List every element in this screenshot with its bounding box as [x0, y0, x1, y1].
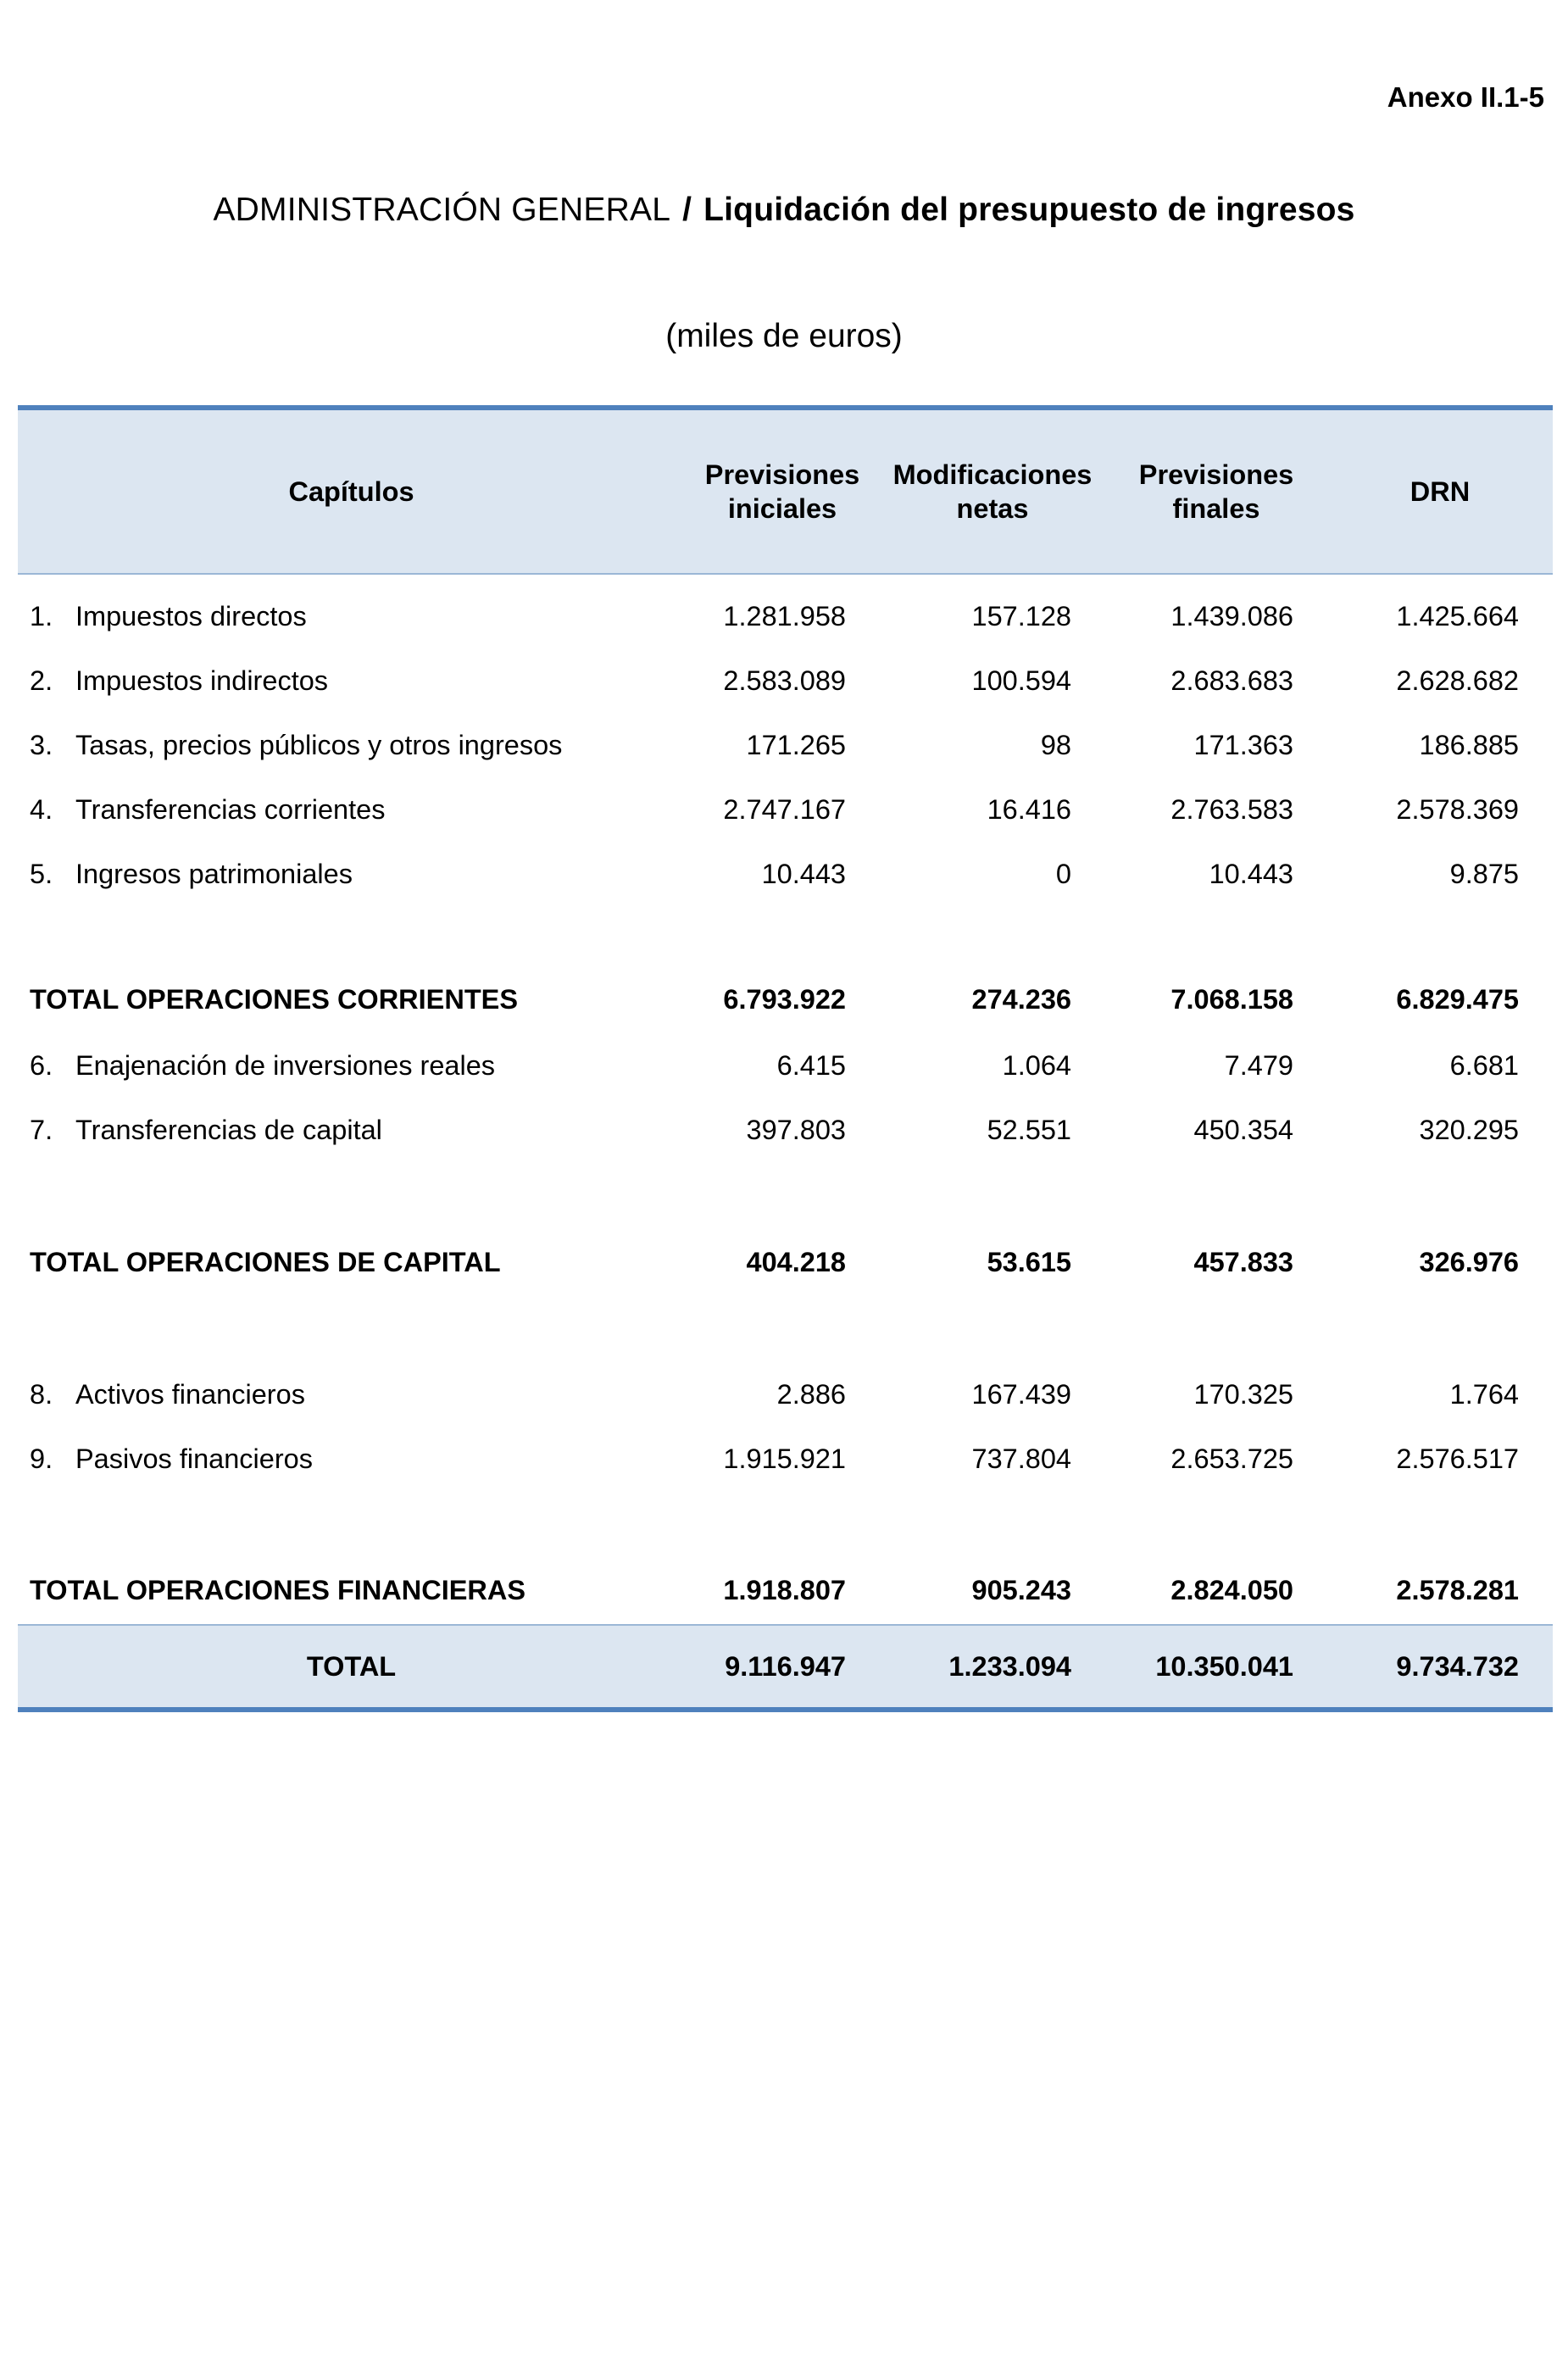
cell-drn: 1.764	[1449, 1378, 1519, 1410]
row-label	[18, 777, 685, 842]
title-entity: ADMINISTRACIÓN GENERAL	[213, 192, 671, 228]
cell-modificaciones-netas: 52.551	[987, 1114, 1071, 1145]
cell-drn: 2.578.281	[1396, 1575, 1519, 1605]
row-index: 4.	[30, 793, 53, 825]
grand-total-row	[18, 1625, 1553, 1710]
cell-previsiones-finales: 2.653.725	[1170, 1443, 1293, 1474]
row-index: 5.	[30, 858, 53, 889]
row-label: TOTAL OPERACIONES CORRIENTES	[30, 983, 519, 1015]
cell-drn: 2.576.517	[1396, 1443, 1519, 1474]
row-index: 6.	[30, 1049, 53, 1081]
row-text: Impuestos indirectos	[75, 665, 329, 696]
col-header-line: Modificaciones	[892, 459, 1093, 490]
cell-modificaciones-netas: 53.615	[987, 1246, 1071, 1277]
col-header-line: Previsiones	[704, 459, 860, 490]
row-text: Pasivos financieros	[75, 1443, 313, 1474]
col-header-line: iniciales	[727, 493, 837, 524]
row-index: 9.	[30, 1443, 53, 1474]
revenue-budget-table	[18, 405, 1553, 1712]
cell-previsiones-iniciales: 6.793.922	[723, 983, 846, 1015]
cell-previsiones-finales: 10.443	[1209, 858, 1293, 889]
cell-drn: 2.628.682	[1396, 665, 1519, 696]
cell-previsiones-finales: 7.479	[1224, 1049, 1293, 1081]
cell-modificaciones-netas: 274.236	[971, 983, 1071, 1015]
cell-previsiones-finales: 2.824.050	[1170, 1575, 1293, 1605]
cell-drn: 326.976	[1419, 1246, 1519, 1277]
subtotal-row-capital	[18, 1228, 1553, 1296]
cell-previsiones-iniciales: 1.915.921	[723, 1443, 846, 1474]
cell-modificaciones-netas: 16.416	[987, 793, 1071, 825]
cell-previsiones-iniciales: 6.415	[776, 1049, 846, 1081]
cell-modificaciones-netas: 1.064	[1002, 1049, 1071, 1081]
cell-previsiones-finales: 10.350.041	[1105, 1625, 1327, 1710]
row-text: Enajenación de inversiones reales	[75, 1049, 496, 1081]
row-label: TOTAL OPERACIONES DE CAPITAL	[30, 1246, 501, 1277]
title-subject: Liquidación del presupuesto de ingresos	[703, 192, 1355, 228]
cell-drn: 6.829.475	[1396, 983, 1519, 1015]
cell-modificaciones-netas: 737.804	[971, 1443, 1071, 1474]
col-header-drn: DRN	[1327, 408, 1553, 574]
table-row	[18, 713, 1553, 777]
spacer-row	[18, 1162, 1553, 1228]
row-label	[18, 1427, 685, 1491]
cell-previsiones-iniciales: 171.265	[746, 729, 846, 760]
cell-drn: 6.681	[1449, 1049, 1519, 1081]
cell-previsiones-finales: 170.325	[1193, 1378, 1293, 1410]
row-text: Activos financieros	[75, 1378, 305, 1410]
cell-modificaciones-netas: 157.128	[971, 600, 1071, 631]
cell-previsiones-finales: 450.354	[1193, 1114, 1293, 1145]
row-index: 2.	[30, 665, 53, 696]
row-label	[18, 584, 685, 648]
row-label	[18, 713, 685, 777]
col-header-line: netas	[956, 493, 1029, 524]
row-text: Transferencias de capital	[75, 1114, 382, 1145]
col-header-line: finales	[1172, 493, 1260, 524]
row-label	[18, 1033, 685, 1098]
spacer-row	[18, 1491, 1553, 1557]
subtotal-row-corrientes	[18, 965, 1553, 1033]
cell-drn: 2.578.369	[1396, 793, 1519, 825]
page-title	[0, 192, 1568, 229]
col-header-line: Previsiones	[1138, 459, 1294, 490]
row-text: Ingresos patrimoniales	[75, 858, 353, 889]
units-caption: (miles de euros)	[665, 318, 903, 354]
cell-drn: 1.425.664	[1396, 600, 1519, 631]
row-index: 7.	[30, 1114, 53, 1145]
row-index: 3.	[30, 729, 53, 760]
table-row	[18, 648, 1553, 713]
title-separator: /	[682, 192, 692, 228]
table-row	[18, 1033, 1553, 1098]
table-row	[18, 777, 1553, 842]
cell-previsiones-iniciales: 2.583.089	[723, 665, 846, 696]
cell-previsiones-iniciales: 1.918.807	[723, 1575, 846, 1605]
cell-modificaciones-netas: 167.439	[971, 1378, 1071, 1410]
row-index: 8.	[30, 1378, 53, 1410]
cell-modificaciones-netas: 905.243	[971, 1575, 1071, 1605]
cell-modificaciones-netas: 0	[1055, 858, 1071, 889]
row-label	[18, 1098, 685, 1162]
row-text: Tasas, precios públicos y otros ingresos	[75, 729, 563, 760]
cell-drn: 320.295	[1419, 1114, 1519, 1145]
cell-previsiones-iniciales: 2.886	[776, 1378, 846, 1410]
spacer-row	[18, 1296, 1553, 1362]
table-row	[18, 1362, 1553, 1427]
col-header-previsiones-iniciales	[685, 408, 880, 574]
row-label	[18, 1362, 685, 1427]
row-text: Impuestos directos	[75, 600, 307, 631]
cell-previsiones-finales: 171.363	[1193, 729, 1293, 760]
cell-previsiones-iniciales: 2.747.167	[723, 793, 846, 825]
subtotal-row-financieras	[18, 1557, 1553, 1625]
col-header-modificaciones-netas	[880, 408, 1105, 574]
table-row	[18, 1098, 1553, 1162]
table-row	[18, 842, 1553, 906]
spacer-row	[18, 574, 1553, 584]
row-label	[18, 648, 685, 713]
col-header-previsiones-finales	[1105, 408, 1327, 574]
table-row	[18, 584, 1553, 648]
table-row	[18, 1427, 1553, 1491]
annex-number: Anexo II.1-5	[1387, 81, 1544, 113]
cell-drn: 9.875	[1449, 858, 1519, 889]
cell-previsiones-iniciales: 1.281.958	[723, 600, 846, 631]
row-label: TOTAL OPERACIONES FINANCIERAS	[30, 1575, 526, 1605]
cell-previsiones-iniciales: 9.116.947	[685, 1625, 880, 1710]
cell-modificaciones-netas: 1.233.094	[880, 1625, 1105, 1710]
row-index: 1.	[30, 600, 53, 631]
cell-previsiones-finales: 2.763.583	[1170, 793, 1293, 825]
col-header-capitulos: Capítulos	[18, 408, 685, 574]
row-text: Transferencias corrientes	[75, 793, 386, 825]
row-label: TOTAL	[18, 1625, 685, 1710]
cell-previsiones-finales: 7.068.158	[1170, 983, 1293, 1015]
cell-previsiones-finales: 1.439.086	[1170, 600, 1293, 631]
cell-previsiones-finales: 457.833	[1193, 1246, 1293, 1277]
cell-drn: 9.734.732	[1327, 1625, 1553, 1710]
spacer-row	[18, 906, 1553, 965]
cell-drn: 186.885	[1419, 729, 1519, 760]
cell-modificaciones-netas: 98	[1040, 729, 1071, 760]
cell-previsiones-iniciales: 404.218	[746, 1246, 846, 1277]
cell-previsiones-iniciales: 10.443	[761, 858, 846, 889]
cell-previsiones-finales: 2.683.683	[1170, 665, 1293, 696]
table-header-row	[18, 408, 1553, 574]
cell-modificaciones-netas: 100.594	[971, 665, 1071, 696]
cell-previsiones-iniciales: 397.803	[746, 1114, 846, 1145]
row-label	[18, 842, 685, 906]
